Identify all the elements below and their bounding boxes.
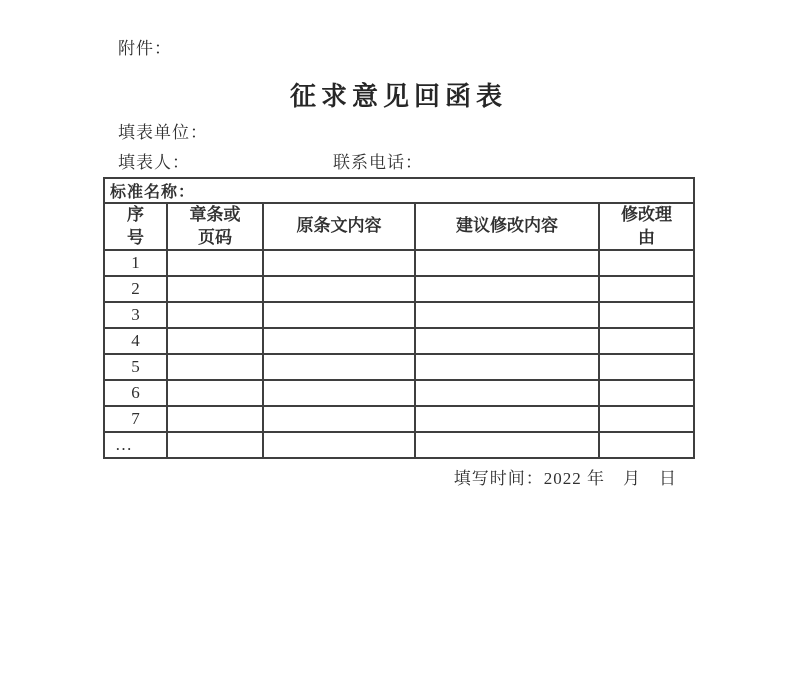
empty-cell: [167, 276, 263, 302]
row-number-cell: 6: [104, 380, 167, 406]
standard-name-cell: 标准名称：: [104, 178, 694, 203]
empty-cell: [599, 432, 694, 458]
attachment-label: 附件：: [118, 39, 172, 58]
empty-cell: [599, 302, 694, 328]
table-header-row: [104, 203, 694, 250]
empty-cell: [415, 276, 599, 302]
empty-cell: [415, 250, 599, 276]
contact-phone-label: 联系电话：: [333, 153, 423, 172]
table-row: [104, 406, 694, 432]
empty-cell: [167, 354, 263, 380]
table-row: [104, 250, 694, 276]
empty-cell: [263, 354, 415, 380]
empty-cell: [599, 328, 694, 354]
empty-cell: [263, 406, 415, 432]
empty-cell: [415, 432, 599, 458]
table-row: [104, 302, 694, 328]
row-number-cell: 7: [104, 406, 167, 432]
column-header-suggested-change: 建议修改内容: [415, 203, 599, 250]
table-row: [104, 432, 694, 458]
empty-cell: [263, 432, 415, 458]
row-number-cell: 2: [104, 276, 167, 302]
empty-cell: [415, 354, 599, 380]
empty-cell: [167, 432, 263, 458]
empty-cell: [263, 302, 415, 328]
table-row: [104, 276, 694, 302]
empty-cell: [599, 250, 694, 276]
table-row: [104, 328, 694, 354]
table-row: [104, 380, 694, 406]
feedback-table: [103, 177, 695, 459]
empty-cell: [263, 250, 415, 276]
empty-cell: [167, 250, 263, 276]
empty-cell: [415, 406, 599, 432]
fill-date-label: 填写时间：2022 年 月 日: [453, 469, 677, 488]
empty-cell: [415, 328, 599, 354]
empty-cell: [415, 302, 599, 328]
column-header-reason: 修改理由: [599, 203, 694, 250]
form-person-label: 填表人：: [118, 153, 190, 172]
column-header-clause-page: 章条或页码: [167, 203, 263, 250]
row-number-cell: 3: [104, 302, 167, 328]
empty-cell: [263, 276, 415, 302]
empty-cell: [599, 406, 694, 432]
empty-cell: [599, 354, 694, 380]
standard-name-row: [104, 178, 694, 203]
table-row: [104, 354, 694, 380]
person-phone-line: [118, 148, 678, 173]
empty-cell: [599, 276, 694, 302]
page-title: 征求意见回函表: [289, 82, 507, 111]
row-number-cell: 5: [104, 354, 167, 380]
empty-cell: [167, 302, 263, 328]
empty-cell: [167, 328, 263, 354]
row-number-cell: …: [104, 432, 167, 458]
column-header-index: 序号: [104, 203, 167, 250]
empty-cell: [167, 406, 263, 432]
row-number-cell: 1: [104, 250, 167, 276]
empty-cell: [263, 328, 415, 354]
form-unit-label: 填表单位：: [118, 123, 208, 142]
empty-cell: [415, 380, 599, 406]
empty-cell: [263, 380, 415, 406]
empty-cell: [167, 380, 263, 406]
empty-cell: [599, 380, 694, 406]
column-header-original-text: 原条文内容: [263, 203, 415, 250]
row-number-cell: 4: [104, 328, 167, 354]
